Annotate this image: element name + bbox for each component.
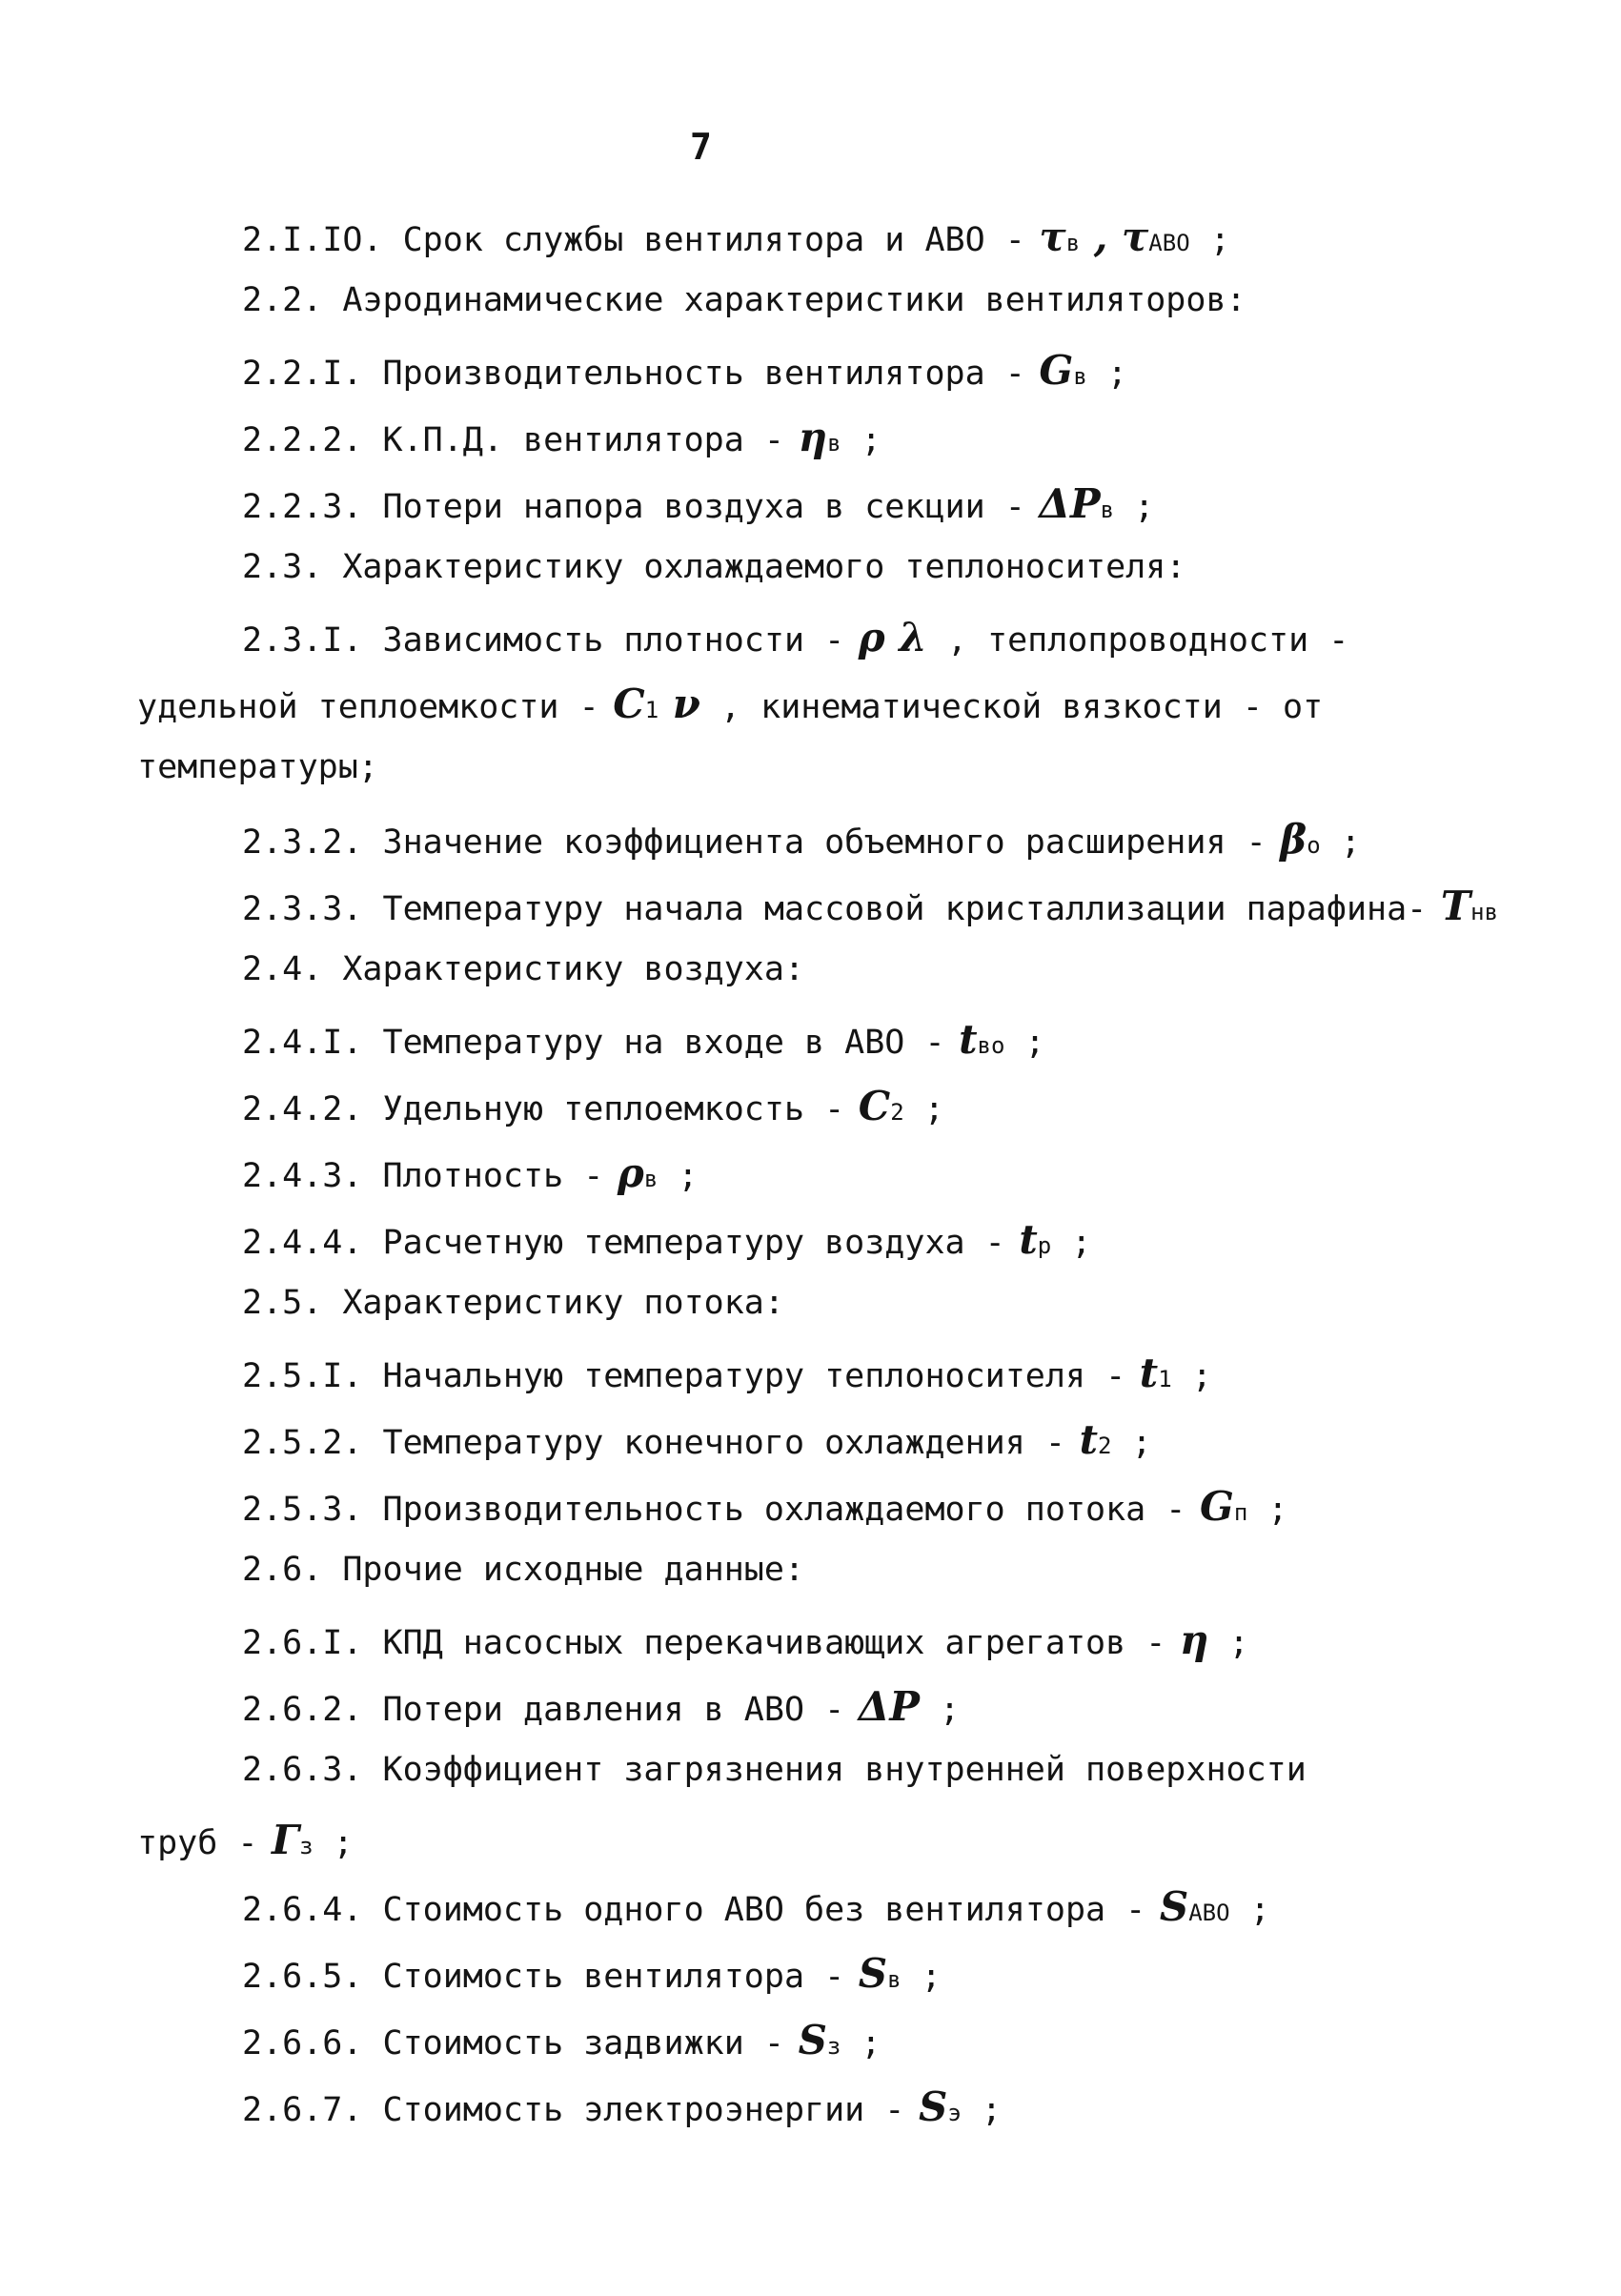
symbol: η	[1165, 1616, 1209, 1663]
symbol-subscript: во	[977, 1032, 1005, 1059]
doc-line	[242, 2017, 881, 2063]
symbol: ν	[659, 681, 700, 727]
line-end: ;	[901, 1958, 942, 1996]
symbol-subscript: 1	[644, 697, 659, 723]
symbol: G	[1185, 1483, 1234, 1530]
line-text: труб -	[137, 1824, 258, 1862]
doc-line	[242, 816, 1361, 863]
line-text: 2.3.2. Значение коэффициента объемного расширения -	[242, 823, 1266, 862]
doc-line	[242, 1751, 1307, 1789]
symbol-subscript: п	[1233, 1499, 1248, 1526]
symbol: ρ	[844, 614, 885, 660]
line-text: 2.4.4. Расчетную температуру воздуха -	[242, 1224, 1005, 1262]
symbol-subscript: АВО	[1188, 1900, 1230, 1926]
doc-line	[242, 1083, 944, 1129]
symbol-subscript: в	[887, 1966, 902, 1993]
doc-line	[242, 1016, 1045, 1063]
symbol: Г	[257, 1817, 300, 1863]
symbol: , τ	[1080, 213, 1149, 260]
symbol: S	[783, 2017, 827, 2063]
symbol-subscript: в	[1100, 497, 1115, 523]
line-text: 2.6.4. Стоимость одного АВО без вентилятора -	[242, 1891, 1146, 1929]
symbol: C	[598, 681, 645, 727]
symbol-subscript: 1	[1158, 1366, 1172, 1392]
line-end: ;	[1004, 1024, 1045, 1062]
doc-line	[242, 1350, 1212, 1396]
symbol: t	[1004, 1216, 1038, 1263]
line-text: 2.2. Аэродинамические характеристики вентиляторов:	[242, 281, 1246, 319]
line-text: 2.I.IO. Срок службы вентилятора и АВО -	[242, 221, 1025, 259]
doc-line	[137, 1817, 354, 1863]
doc-line	[242, 1416, 1152, 1463]
line-text: 2.3. Характеристику охлаждаемого теплоносителя:	[242, 548, 1186, 586]
line-end: ;	[1114, 488, 1155, 526]
symbol: η	[783, 414, 828, 460]
symbol: S	[844, 1950, 888, 1997]
line-end: ;	[1111, 1424, 1152, 1462]
line-text: 2.3.I. Зависимость плотности -	[242, 621, 845, 660]
doc-line	[242, 950, 805, 988]
line-end: ;	[1086, 355, 1127, 393]
line-end: , кинематической вязкости -	[699, 688, 1284, 726]
doc-line	[242, 548, 1186, 586]
doc-line	[242, 1216, 1092, 1263]
doc-line	[137, 681, 1324, 727]
line-text: 2.6. Прочие исходные данные:	[242, 1551, 805, 1589]
line-end: ;	[1171, 1357, 1212, 1395]
line-end: ;	[1247, 1491, 1288, 1529]
line-end: ;	[1051, 1224, 1092, 1262]
symbol: t	[1064, 1416, 1098, 1463]
symbol: T	[1427, 883, 1471, 929]
line-text: 2.6.6. Стоимость задвижки -	[242, 2024, 784, 2062]
doc-line	[137, 748, 378, 786]
line-end: , теплопроводности -	[926, 621, 1349, 660]
symbol: τ	[1024, 213, 1066, 260]
line-text: 2.6.2. Потери давления в АВО -	[242, 1691, 845, 1729]
doc-line	[242, 213, 1230, 260]
line-text: 2.5.I. Начальную температуру теплоносителя -	[242, 1357, 1126, 1395]
line-end: ;	[1189, 221, 1230, 259]
line-text: 2.2.2. К.П.Д. вентилятора -	[242, 421, 784, 459]
line-text: 2.3.3. Температуру начала массовой кристаллизации парафина-	[242, 890, 1428, 928]
doc-line	[242, 1616, 1249, 1663]
line-end: ;	[1229, 1891, 1270, 1929]
line-end: ;	[1320, 823, 1361, 862]
line-text: 2.4. Характеристику воздуха:	[242, 950, 805, 988]
line-text: 2.4.2. Удельную теплоемкость -	[242, 1090, 845, 1128]
line-end: ;	[919, 1691, 961, 1729]
symbol-subscript: нв	[1470, 899, 1499, 925]
doc-line	[242, 1551, 805, 1589]
line-text: 2.6.5. Стоимость вентилятора -	[242, 1958, 845, 1996]
doc-line	[242, 883, 1499, 929]
line-text: удельной теплоемкости -	[137, 688, 599, 726]
symbol: λ	[884, 614, 927, 660]
line-text: 2.5.2. Температуру конечного охлаждения -	[242, 1424, 1065, 1462]
symbol: t	[944, 1016, 978, 1063]
doc-line	[242, 480, 1155, 527]
line-text: температуры;	[137, 748, 378, 786]
symbol-subscript: в	[1065, 230, 1081, 256]
line-text: 2.2.I. Производительность вентилятора -	[242, 355, 1025, 393]
symbol-subscript: р	[1037, 1232, 1052, 1259]
doc-line	[242, 1483, 1288, 1530]
doc-line	[242, 1950, 942, 1997]
symbol: S	[1145, 1883, 1189, 1930]
doc-line	[242, 414, 881, 460]
line-end: ;	[961, 2091, 1002, 2129]
doc-line	[242, 614, 1349, 660]
doc-line	[242, 1284, 784, 1322]
doc-line	[242, 1149, 699, 1196]
symbol: β	[1266, 816, 1307, 863]
line-text: 2.2.3. Потери напора воздуха в секции -	[242, 488, 1025, 526]
symbol-subscript: э	[947, 2100, 962, 2126]
line-text: 2.4.3. Плотность -	[242, 1157, 604, 1195]
line-end: ;	[1208, 1624, 1249, 1662]
page-number: 7	[690, 126, 712, 168]
symbol: ρ	[603, 1149, 644, 1196]
symbol-subscript: в	[643, 1166, 659, 1192]
line-text: 2.5. Характеристику потока:	[242, 1284, 784, 1322]
symbol: S	[904, 2083, 948, 2130]
line-text: 2.6.7. Стоимость электроэнергии -	[242, 2091, 905, 2129]
symbol-subscript: 2	[1097, 1432, 1112, 1459]
line-text: 2.4.I. Температуру на входе в АВО -	[242, 1024, 945, 1062]
symbol-subscript: о	[1307, 832, 1321, 859]
symbol-subscript: АВО	[1148, 230, 1190, 256]
symbol-subscript: в	[1073, 363, 1087, 390]
line-text: 2.6.3. Коэффициент загрязнения внутренней поверхности	[242, 1751, 1307, 1789]
symbol: ΔP	[1024, 480, 1101, 527]
line-end: ;	[841, 2024, 881, 2062]
line-end: ;	[658, 1157, 699, 1195]
line-end: ;	[313, 1824, 354, 1862]
symbol-subscript: з	[826, 2033, 841, 2060]
doc-line	[242, 1683, 961, 1730]
line-end: ;	[841, 421, 881, 459]
line-end: от	[1283, 688, 1324, 726]
symbol: G	[1024, 347, 1074, 394]
doc-line	[242, 1883, 1270, 1930]
doc-line	[242, 281, 1246, 319]
doc-line	[242, 2083, 1002, 2130]
doc-line	[242, 347, 1127, 394]
symbol-subscript: в	[827, 430, 841, 457]
symbol: t	[1125, 1350, 1159, 1396]
symbol: ΔP	[844, 1683, 920, 1730]
symbol-subscript: з	[299, 1833, 314, 1859]
symbol-subscript: 2	[890, 1099, 904, 1126]
line-end: ;	[903, 1090, 944, 1128]
line-text: 2.5.3. Производительность охлаждаемого потока -	[242, 1491, 1186, 1529]
line-text: 2.6.I. КПД насосных перекачивающих агрегатов -	[242, 1624, 1166, 1662]
symbol: C	[844, 1083, 891, 1129]
